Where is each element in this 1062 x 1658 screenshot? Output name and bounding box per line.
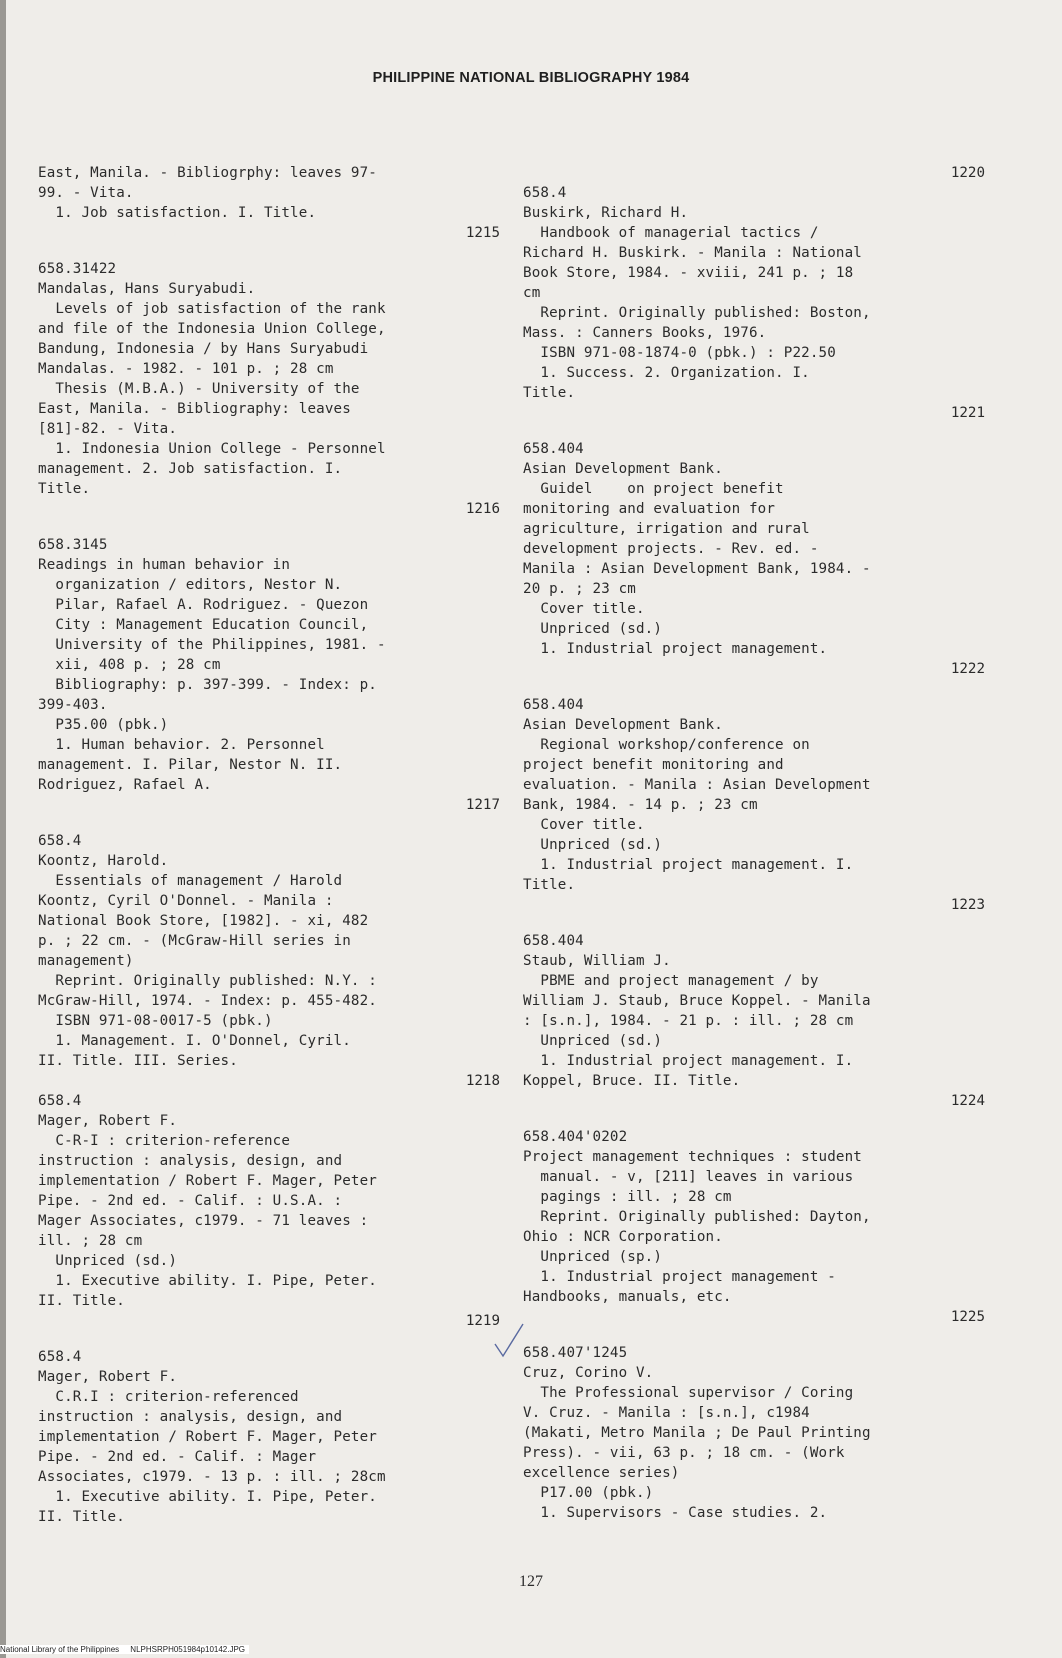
entry-line: Essentials of management / Harold: [38, 873, 343, 889]
entry-line: : [s.n.], 1984. - 21 p. : ill. ; 28 cm: [523, 1013, 854, 1029]
entry-line: 1. Management. I. O'Donnel, Cyril.: [38, 1033, 351, 1049]
page-number: 127: [519, 1573, 543, 1590]
entry-number: 1223: [950, 897, 985, 913]
entry-line: Cruz, Corino V.: [523, 1365, 654, 1381]
entry-line: 99. - Vita.: [38, 185, 134, 201]
entry-line: Pilar, Rafael A. Rodriguez. - Quezon: [38, 597, 369, 613]
entry-line: Rodriguez, Rafael A.: [38, 777, 212, 793]
entry-line: Mandalas, Hans Suryabudi.: [38, 281, 256, 297]
handwritten-check-mark-icon: [493, 1322, 527, 1360]
spacer: [38, 1331, 500, 1347]
entry-line: P35.00 (pbk.): [38, 717, 169, 733]
entry-line: Richard H. Buskirk. - Manila : National: [523, 245, 862, 261]
entry-line: Cover title.: [523, 601, 645, 617]
entry-line: Cover title.: [523, 817, 645, 833]
entry-line: project benefit monitoring and: [523, 757, 784, 773]
entry-line: instruction : analysis, design, and: [38, 1409, 343, 1425]
spacer: [523, 915, 985, 931]
spacer: [38, 519, 500, 535]
entry-line: instruction : analysis, design, and: [38, 1153, 343, 1169]
spacer: [523, 1111, 985, 1127]
entry-line: Associates, c1979. - 13 p. : ill. ; 28cm: [38, 1469, 386, 1485]
entry-number: 1220: [950, 165, 985, 181]
entry-line: Regional workshop/conference on: [523, 737, 810, 753]
entry-line: agriculture, irrigation and rural: [523, 521, 810, 537]
entry-line: Asian Development Bank.: [523, 717, 723, 733]
entry-line: 658.4: [38, 1349, 82, 1365]
entry-line: II. Title.: [38, 1509, 125, 1525]
entry-line: V. Cruz. - Manila : [s.n.], c1984: [523, 1405, 810, 1421]
right-column: [523, 163, 985, 1523]
entry-number: 1215: [465, 225, 500, 241]
entry-line: 1. Industrial project management.: [523, 641, 828, 657]
entry-line: Reprint. Originally published: Boston,: [523, 305, 871, 321]
entry-line: William J. Staub, Bruce Koppel. - Manila: [523, 993, 871, 1009]
entry-line: management. I. Pilar, Nestor N. II.: [38, 757, 343, 773]
entry-line: management. 2. Job satisfaction. I.: [38, 461, 343, 477]
entry-line: Readings in human behavior in: [38, 557, 291, 573]
entry-line: Unpriced (sd.): [38, 1253, 178, 1269]
entry-number: 1224: [950, 1093, 985, 1109]
entry-line: 658.31422: [38, 261, 117, 277]
entry-line: and file of the Indonesia Union College,: [38, 321, 386, 337]
entry-line: Reprint. Originally published: N.Y. :: [38, 973, 377, 989]
entry-line: P17.00 (pbk.): [523, 1485, 654, 1501]
scan-footer: National Library of the Philippines NLPHSRPH051984p10142.JPG: [0, 1645, 249, 1654]
entry-line: 1. Success. 2. Organization. I.: [523, 365, 810, 381]
entry-line: Mager, Robert F.: [38, 1113, 178, 1129]
entry-line: C-R-I : criterion-reference: [38, 1133, 291, 1149]
entry-number: 1218: [465, 1073, 500, 1089]
entry-line: 1. Industrial project management -: [523, 1269, 836, 1285]
entry-line: pagings : ill. ; 28 cm: [523, 1189, 732, 1205]
entry-line: Mass. : Canners Books, 1976.: [523, 325, 767, 341]
entry-line: 20 p. ; 23 cm: [523, 581, 636, 597]
entry-line: 1. Indonesia Union College - Personnel: [38, 441, 386, 457]
entry-line: II. Title. III. Series.: [38, 1053, 238, 1069]
entry-line: The Professional supervisor / Coring: [523, 1385, 854, 1401]
entry-line: 658.4: [523, 185, 567, 201]
entry-line: management): [38, 953, 134, 969]
entry-number: 1219: [465, 1313, 500, 1329]
spacer: [523, 423, 985, 439]
page-header: PHILIPPINE NATIONAL BIBLIOGRAPHY 1984: [372, 70, 690, 86]
entry-line: Bibliography: p. 397-399. - Index: p.: [38, 677, 377, 693]
entry-line: Levels of job satisfaction of the rank: [38, 301, 386, 317]
spacer: [523, 1327, 985, 1343]
entry-line: excellence series): [523, 1465, 680, 1481]
entry-line: Handbook of managerial tactics /: [523, 225, 819, 241]
entry-line: Title.: [523, 877, 576, 893]
entry-line: 1. Industrial project management. I.: [523, 857, 854, 873]
entry-line: evaluation. - Manila : Asian Development: [523, 777, 871, 793]
entry-line: Koppel, Bruce. II. Title.: [523, 1073, 741, 1089]
entry-line: ISBN 971-08-0017-5 (pbk.): [38, 1013, 273, 1029]
entry-line: Unpriced (sd.): [523, 837, 663, 853]
entry-line: 658.404: [523, 933, 584, 949]
entry-line: 658.407'1245: [523, 1345, 628, 1361]
entry-line: Bandung, Indonesia / by Hans Suryabudi: [38, 341, 369, 357]
entry-line: University of the Philippines, 1981. -: [38, 637, 386, 653]
entry-number: 1222: [950, 661, 985, 677]
entry-line: 658.404: [523, 441, 584, 457]
entry-line: 658.4: [38, 1093, 82, 1109]
entry-line: ill. ; 28 cm: [38, 1233, 143, 1249]
entry-line: East, Manila. - Bibliography: leaves: [38, 401, 351, 417]
left-column: [38, 163, 500, 1527]
entry-number: 1217: [465, 797, 500, 813]
entry-line: Title.: [38, 481, 91, 497]
entry-line: ISBN 971-08-1874-0 (pbk.) : P22.50: [523, 345, 836, 361]
entry-line: Koontz, Harold.: [38, 853, 169, 869]
entry-line: Unpriced (sd.): [523, 1033, 663, 1049]
entry-line: Reprint. Originally published: Dayton,: [523, 1209, 871, 1225]
entry-line: Handbooks, manuals, etc.: [523, 1289, 732, 1305]
entry-line: 658.404: [523, 697, 584, 713]
entry-line: organization / editors, Nestor N.: [38, 577, 343, 593]
entry-line: 1. Supervisors - Case studies. 2.: [523, 1505, 828, 1521]
entry-line: Unpriced (sd.): [523, 621, 663, 637]
entry-line: Pipe. - 2nd ed. - Calif. : U.S.A. :: [38, 1193, 343, 1209]
entry-line: Title.: [523, 385, 576, 401]
entry-line: Ohio : NCR Corporation.: [523, 1229, 723, 1245]
spacer: [38, 815, 500, 831]
entry-line: Buskirk, Richard H.: [523, 205, 689, 221]
spacer: [523, 679, 985, 695]
entry-line: Pipe. - 2nd ed. - Calif. : Mager: [38, 1449, 317, 1465]
entry-line: Manila : Asian Development Bank, 1984. -: [523, 561, 871, 577]
entry-line: (Makati, Metro Manila ; De Paul Printing: [523, 1425, 871, 1441]
entry-line: 658.404'0202: [523, 1129, 628, 1145]
entry-line: manual. - v, [211] leaves in various: [523, 1169, 854, 1185]
entry-line: Asian Development Bank.: [523, 461, 723, 477]
entry-line: II. Title.: [38, 1293, 125, 1309]
entry-line: implementation / Robert F. Mager, Peter: [38, 1173, 377, 1189]
entry-line: 1. Human behavior. 2. Personnel: [38, 737, 325, 753]
entry-line: Thesis (M.B.A.) - University of the: [38, 381, 360, 397]
entry-line: p. ; 22 cm. - (McGraw-Hill series in: [38, 933, 351, 949]
entry-line: development projects. - Rev. ed. -: [523, 541, 819, 557]
entry-line: Bank, 1984. - 14 p. ; 23 cm: [523, 797, 758, 813]
entry-line: cm: [523, 285, 541, 301]
entry-line: 1. Executive ability. I. Pipe, Peter.: [38, 1273, 377, 1289]
entry-line: Mager, Robert F.: [38, 1369, 178, 1385]
entry-line: 1. Executive ability. I. Pipe, Peter.: [38, 1489, 377, 1505]
entry-line: City : Management Education Council,: [38, 617, 369, 633]
entry-line: implementation / Robert F. Mager, Peter: [38, 1429, 377, 1445]
entry-line: Press). - vii, 63 p. ; 18 cm. - (Work: [523, 1445, 845, 1461]
entry-line: 658.4: [38, 833, 82, 849]
entry-line: PBME and project management / by: [523, 973, 819, 989]
entry-line: Koontz, Cyril O'Donnel. - Manila :: [38, 893, 334, 909]
entry-number: 1225: [950, 1309, 985, 1325]
entry-line: 658.3145: [38, 537, 108, 553]
entry-line: National Book Store, [1982]. - xi, 482: [38, 913, 369, 929]
entry-number: 1216: [465, 501, 500, 517]
entry-line: East, Manila. - Bibliogrphy: leaves 97-: [38, 165, 377, 181]
entry-line: Unpriced (sp.): [523, 1249, 663, 1265]
entry-line: 399-403.: [38, 697, 108, 713]
entry-line: C.R.I : criterion-referenced: [38, 1389, 299, 1405]
entry-line: [81]-82. - Vita.: [38, 421, 178, 437]
entry-line: Staub, William J.: [523, 953, 671, 969]
entry-line: 1. Job satisfaction. I. Title.: [38, 205, 317, 221]
entry-number: 1221: [950, 405, 985, 421]
entry-line: 1. Industrial project management. I.: [523, 1053, 854, 1069]
entry-line: Guidel on project benefit: [523, 481, 784, 497]
entry-line: McGraw-Hill, 1974. - Index: p. 455-482.: [38, 993, 377, 1009]
entry-line: xii, 408 p. ; 28 cm: [38, 657, 221, 673]
entry-line: Mandalas. - 1982. - 101 p. ; 28 cm: [38, 361, 334, 377]
spacer: [38, 243, 500, 259]
entry-line: Project management techniques : student: [523, 1149, 862, 1165]
scan-edge: [0, 0, 6, 1658]
entry-line: monitoring and evaluation for: [523, 501, 776, 517]
entry-line: Mager Associates, c1979. - 71 leaves :: [38, 1213, 369, 1229]
entry-line: Book Store, 1984. - xviii, 241 p. ; 18: [523, 265, 854, 281]
